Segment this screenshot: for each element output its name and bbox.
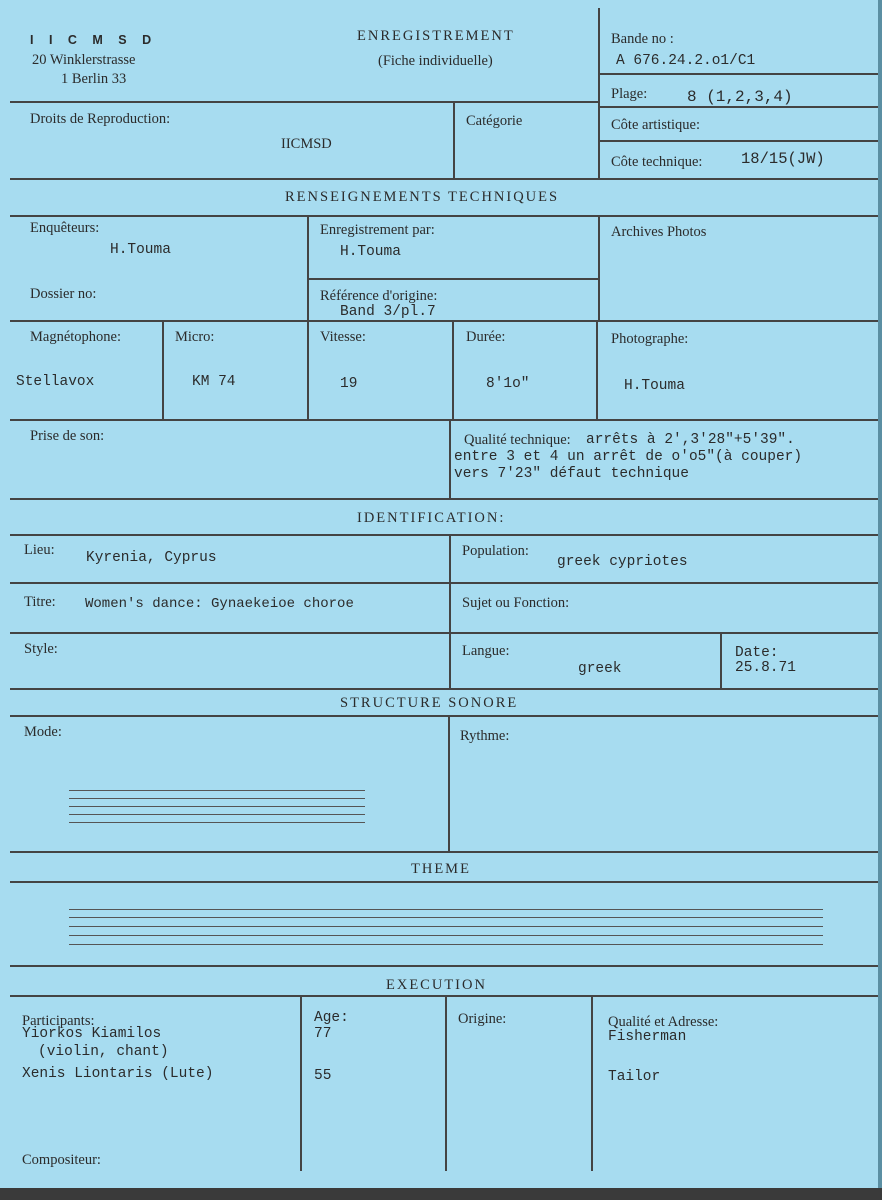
- age-label: Age:: [314, 1010, 349, 1026]
- vline-exec-origine-left: [445, 995, 447, 1171]
- rule-prise-bottom: [10, 498, 882, 500]
- rule-identification-header: [10, 534, 882, 536]
- rule-titre-bottom: [10, 632, 882, 634]
- rule-lieu-bottom: [10, 582, 882, 584]
- org-name: I I C M S D: [30, 33, 158, 47]
- titre-label: Titre:: [24, 594, 56, 610]
- plage-value: 8 (1,2,3,4): [687, 88, 793, 106]
- rythme-label: Rythme:: [460, 728, 510, 744]
- dossier-label: Dossier no:: [30, 286, 97, 302]
- vline-header-right: [598, 8, 600, 178]
- participant-2-name: Xenis Liontaris (Lute): [22, 1066, 214, 1082]
- mode-staff-line: [69, 822, 365, 823]
- rule-theme-bottom: [10, 965, 882, 967]
- qualite-technique-line3: vers 7'23" défaut technique: [454, 466, 689, 482]
- date-label: Date:: [735, 645, 779, 661]
- section-structure: STRUCTURE SONORE: [340, 695, 519, 711]
- mode-staff-line: [69, 790, 365, 791]
- vline-tech-col4: [598, 215, 600, 320]
- titre-value: Women's dance: Gynaekeioe choroe: [85, 596, 354, 612]
- vline-exec-age-left: [300, 995, 302, 1171]
- mode-label: Mode:: [24, 724, 62, 740]
- rule-dossier-bottom: [10, 320, 882, 322]
- population-value: greek cypriotes: [557, 554, 688, 570]
- archives-photos-label: Archives Photos: [611, 224, 707, 240]
- magnetophone-value: Stellavox: [16, 374, 95, 390]
- sujet-label: Sujet ou Fonction:: [462, 595, 570, 611]
- vline-date-left: [720, 632, 722, 688]
- prise-de-son-label: Prise de son:: [30, 428, 105, 444]
- vline-duree-left: [452, 320, 454, 419]
- rule-bande-bottom: [598, 73, 882, 75]
- lieu-label: Lieu:: [24, 542, 55, 558]
- vline-categorie-left: [453, 101, 455, 178]
- qualite-technique-label: Qualité technique:: [464, 432, 571, 448]
- vline-ident-mid: [449, 534, 451, 688]
- theme-staff-line: [69, 944, 823, 945]
- bande-label: Bande no :: [611, 31, 674, 47]
- cote-artistique-label: Côte artistique:: [611, 117, 700, 133]
- lieu-value: Kyrenia, Cyprus: [86, 550, 217, 566]
- theme-staff-line: [69, 909, 823, 910]
- card-edge-right: [878, 0, 882, 1200]
- org-city: 1 Berlin 33: [61, 71, 127, 87]
- langue-value: greek: [578, 661, 622, 677]
- droits-label: Droits de Reproduction:: [30, 111, 171, 127]
- categorie-label: Catégorie: [466, 113, 523, 129]
- rule-style-bottom: [10, 688, 882, 690]
- card-subtitle: (Fiche individuelle): [378, 53, 493, 69]
- rule-droits-bottom: [10, 178, 882, 180]
- reference-label: Référence d'origine:: [320, 288, 438, 304]
- vline-photo-left: [596, 320, 598, 419]
- cote-technique-label: Côte technique:: [611, 154, 703, 170]
- rule-mode-bottom: [10, 851, 882, 853]
- vline-tech-col2: [307, 215, 309, 419]
- theme-staff-line: [69, 935, 823, 936]
- vitesse-label: Vitesse:: [320, 329, 366, 345]
- vline-structure-mid: [448, 715, 450, 851]
- rule-header-bottom: [10, 101, 598, 103]
- theme-staff-line: [69, 926, 823, 927]
- rule-theme-header: [10, 881, 882, 883]
- compositeur-label: Compositeur:: [22, 1152, 101, 1168]
- bande-value: A 676.24.2.o1/C1: [616, 53, 756, 69]
- origine-label: Origine:: [458, 1011, 507, 1027]
- rule-techniques-header: [10, 215, 882, 217]
- rule-magneto-bottom: [10, 419, 882, 421]
- section-techniques: RENSEIGNEMENTS TECHNIQUES: [285, 189, 560, 205]
- section-theme: THEME: [411, 861, 471, 877]
- enregistrement-par-label: Enregistrement par:: [320, 222, 435, 238]
- age-value-1: 77: [314, 1026, 332, 1042]
- duree-value: 8'1o": [486, 376, 530, 392]
- theme-staff-line: [69, 917, 823, 918]
- plage-label: Plage:: [611, 86, 648, 102]
- age-value-2: 55: [314, 1068, 332, 1084]
- langue-label: Langue:: [462, 643, 510, 659]
- photographe-value: H.Touma: [624, 378, 685, 394]
- date-value: 25.8.71: [735, 660, 796, 676]
- droits-value: IICMSD: [281, 136, 332, 152]
- section-identification: IDENTIFICATION:: [357, 510, 506, 526]
- vline-micro-left: [162, 320, 164, 419]
- org-street: 20 Winklerstrasse: [32, 52, 136, 68]
- rule-plage-bottom: [598, 106, 882, 108]
- vline-exec-qualite-left: [591, 995, 593, 1171]
- qualite-technique-line1: arrêts à 2',3'28"+5'39".: [586, 432, 795, 448]
- photographe-label: Photographe:: [611, 331, 689, 347]
- style-label: Style:: [24, 641, 58, 657]
- magnetophone-label: Magnétophone:: [30, 329, 122, 345]
- mode-staff-line: [69, 798, 365, 799]
- mode-staff-line: [69, 806, 365, 807]
- section-execution: EXECUTION: [386, 977, 487, 993]
- rule-structure-header: [10, 715, 882, 717]
- enqueteurs-value: H.Touma: [110, 242, 171, 258]
- micro-value: KM 74: [192, 374, 236, 390]
- qualite-adresse-value-1: Fisherman: [608, 1029, 687, 1045]
- participants-label: Participants:: [22, 1013, 95, 1029]
- enregistrement-par-value: H.Touma: [340, 244, 401, 260]
- participant-1-detail: (violin, chant): [38, 1044, 169, 1060]
- population-label: Population:: [462, 543, 529, 559]
- card-edge-bottom: [0, 1188, 882, 1200]
- reference-value: Band 3/pl.7: [340, 304, 436, 320]
- rule-cote-art-bottom: [598, 140, 882, 142]
- qualite-technique-line2: entre 3 et 4 un arrêt de o'o5"(à couper): [454, 449, 803, 465]
- vitesse-value: 19: [340, 376, 358, 392]
- cote-technique-value: 18/15(JW): [741, 150, 825, 168]
- vline-qualite-left: [449, 419, 451, 498]
- enqueteurs-label: Enquêteurs:: [30, 220, 100, 236]
- rule-enreg-par-bottom: [307, 278, 598, 280]
- participant-1-name: Yiorkos Kiamilos: [22, 1026, 162, 1042]
- qualite-adresse-value-2: Tailor: [608, 1069, 661, 1085]
- qualite-adresse-label: Qualité et Adresse:: [608, 1014, 719, 1030]
- card-title: ENREGISTREMENT: [357, 28, 515, 44]
- micro-label: Micro:: [175, 329, 215, 345]
- mode-staff-line: [69, 814, 365, 815]
- duree-label: Durée:: [466, 329, 506, 345]
